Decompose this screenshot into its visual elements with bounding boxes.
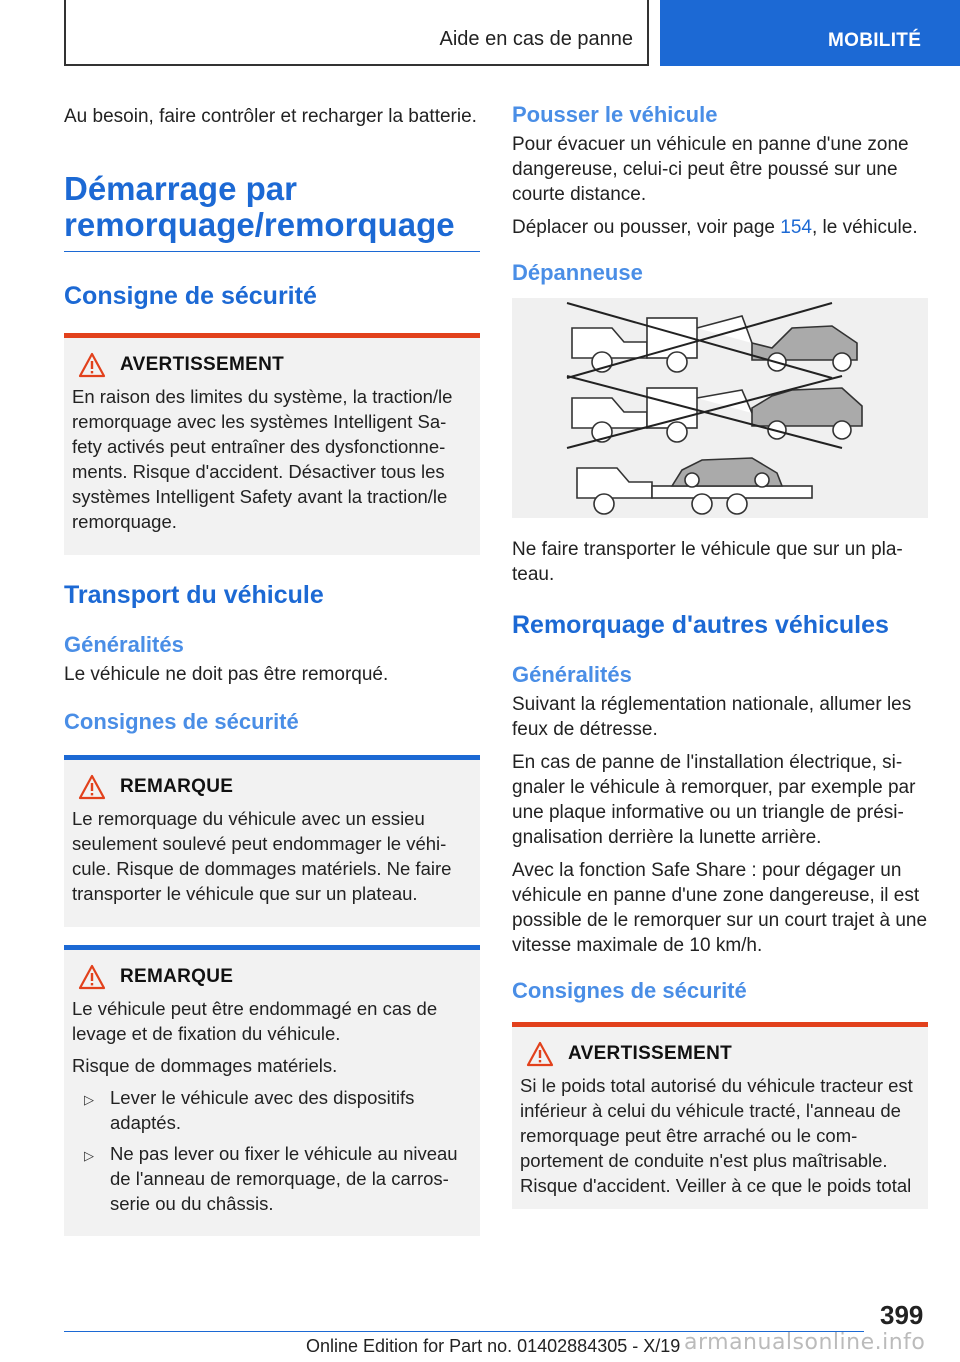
generalites-p2: En cas de panne de l'installation électrique, si-gnaler le véhicule à remorquer, par exemple par une plaque informative ou un triangle de prési-gnalisation derrière la lunette arrière. bbox=[512, 752, 916, 848]
note-box-axle bbox=[64, 755, 480, 927]
deplacer-text bbox=[512, 215, 928, 240]
warning-title: AVERTISSEMENT bbox=[120, 354, 285, 375]
note-title: REMARQUE bbox=[120, 776, 234, 797]
warning-triangle-icon bbox=[78, 352, 106, 378]
pousser-text: Pour évacuer un véhicule en panne d'une zone dangereuse, celui-ci peut être poussé sur une courte distance. bbox=[512, 134, 909, 205]
note-triangle-icon bbox=[78, 774, 106, 800]
deplacer-prefix: Déplacer ou pousser, voir page bbox=[512, 217, 781, 238]
remorquage-section-title: Remorquage d'autres véhicules bbox=[512, 611, 889, 639]
warning-title: AVERTISSEMENT bbox=[568, 1043, 733, 1064]
bullet-text: Ne pas lever ou fixer le véhicule au niveau de l'anneau de remorquage, de la carros-serie ou du châssis. bbox=[110, 1143, 458, 1214]
warning-box-weight bbox=[512, 1022, 928, 1209]
consignes-title: Consignes de sécurité bbox=[64, 709, 299, 734]
intro-text: Au besoin, faire contrôler et recharger la batterie. bbox=[64, 106, 477, 127]
tow-truck-illustration bbox=[512, 298, 928, 518]
figure-caption: Ne faire transporter le véhicule que sur un pla-teau. bbox=[512, 539, 903, 585]
chapter-title: Démarrage par remorquage/remorquage bbox=[64, 171, 480, 252]
generalites-p1: Suivant la réglementation nationale, allumer les feux de détresse. bbox=[512, 694, 912, 740]
left-column bbox=[64, 100, 480, 1236]
triangle-bullet-icon: ▷ bbox=[84, 1092, 94, 1107]
bullet-text: Lever le véhicule avec des dispositifs adaptés. bbox=[110, 1087, 415, 1133]
pousser-title: Pousser le véhicule bbox=[512, 102, 718, 127]
note-triangle-icon bbox=[78, 964, 106, 990]
header-section-tab bbox=[64, 0, 649, 66]
note-text-1: Le véhicule peut être endommagé en cas de levage et de fixation du véhicule. bbox=[72, 998, 438, 1044]
right-column bbox=[512, 100, 928, 1209]
generalites-title-2: Généralités bbox=[512, 662, 632, 687]
warning-box-towing bbox=[64, 333, 480, 555]
safety-section-title: Consigne de sécurité bbox=[64, 282, 317, 310]
note-box-lifting bbox=[64, 945, 480, 1236]
transport-section-title: Transport du véhicule bbox=[64, 581, 324, 609]
note-title: REMARQUE bbox=[120, 966, 234, 987]
generalites-p3: Avec la fonction Safe Share : pour dégager un véhicule en panne d'une zone dangereuse, il est possible de le remorquer sur un court trajet à une vitesse maximale de 10 km/h. bbox=[512, 860, 928, 956]
generalites-title: Généralités bbox=[64, 632, 184, 657]
warning-text: Si le poids total autorisé du véhicule tracteur est inférieur à celui du véhicule tracté, l'anneau de remorquage peut être arraché ou le com-portement de conduite n'est plus maîtrisable. Risque d'accident. Veiller à ce que le poids total bbox=[520, 1075, 913, 1196]
triangle-bullet-icon: ▷ bbox=[84, 1148, 94, 1163]
consignes-title-2: Consignes de sécurité bbox=[512, 978, 747, 1003]
page-number: 399 bbox=[880, 1300, 924, 1330]
footer-edition: Online Edition for Part no. 01402884305 - X/19 bbox=[306, 1336, 681, 1356]
bullet-item bbox=[72, 1141, 472, 1216]
header-section-label: Aide en cas de panne bbox=[439, 28, 633, 50]
page-link[interactable]: 154 bbox=[780, 217, 812, 238]
warning-triangle-icon bbox=[526, 1041, 554, 1067]
note-text-2: Risque de dommages matériels. bbox=[72, 1055, 338, 1076]
watermark-logo: armanualsonline.info bbox=[684, 1330, 926, 1355]
warning-text: En raison des limites du système, la traction/le remorquage avec les systèmes Intelligent Sa-fety activés peut entraîner des dysfonctionne-ments. Risque d'accident. Désactiver tous les systèmes Intelligent Safety avant la traction/le remorquage. bbox=[72, 386, 453, 532]
bullet-item bbox=[72, 1085, 472, 1135]
deplacer-suffix: , le véhicule. bbox=[811, 217, 918, 238]
header-chapter-label: MOBILITÉ bbox=[828, 30, 922, 51]
depanneuse-title: Dépanneuse bbox=[512, 260, 643, 285]
header-chapter-tab bbox=[660, 0, 960, 66]
generalites-text: Le véhicule ne doit pas être remorqué. bbox=[64, 664, 389, 685]
note-text: Le remorquage du véhicule avec un essieu seulement soulevé peut endommager le véhi-cule. Risque de dommages matériels. Ne faire transporter le véhicule que sur un plateau. bbox=[72, 808, 452, 904]
